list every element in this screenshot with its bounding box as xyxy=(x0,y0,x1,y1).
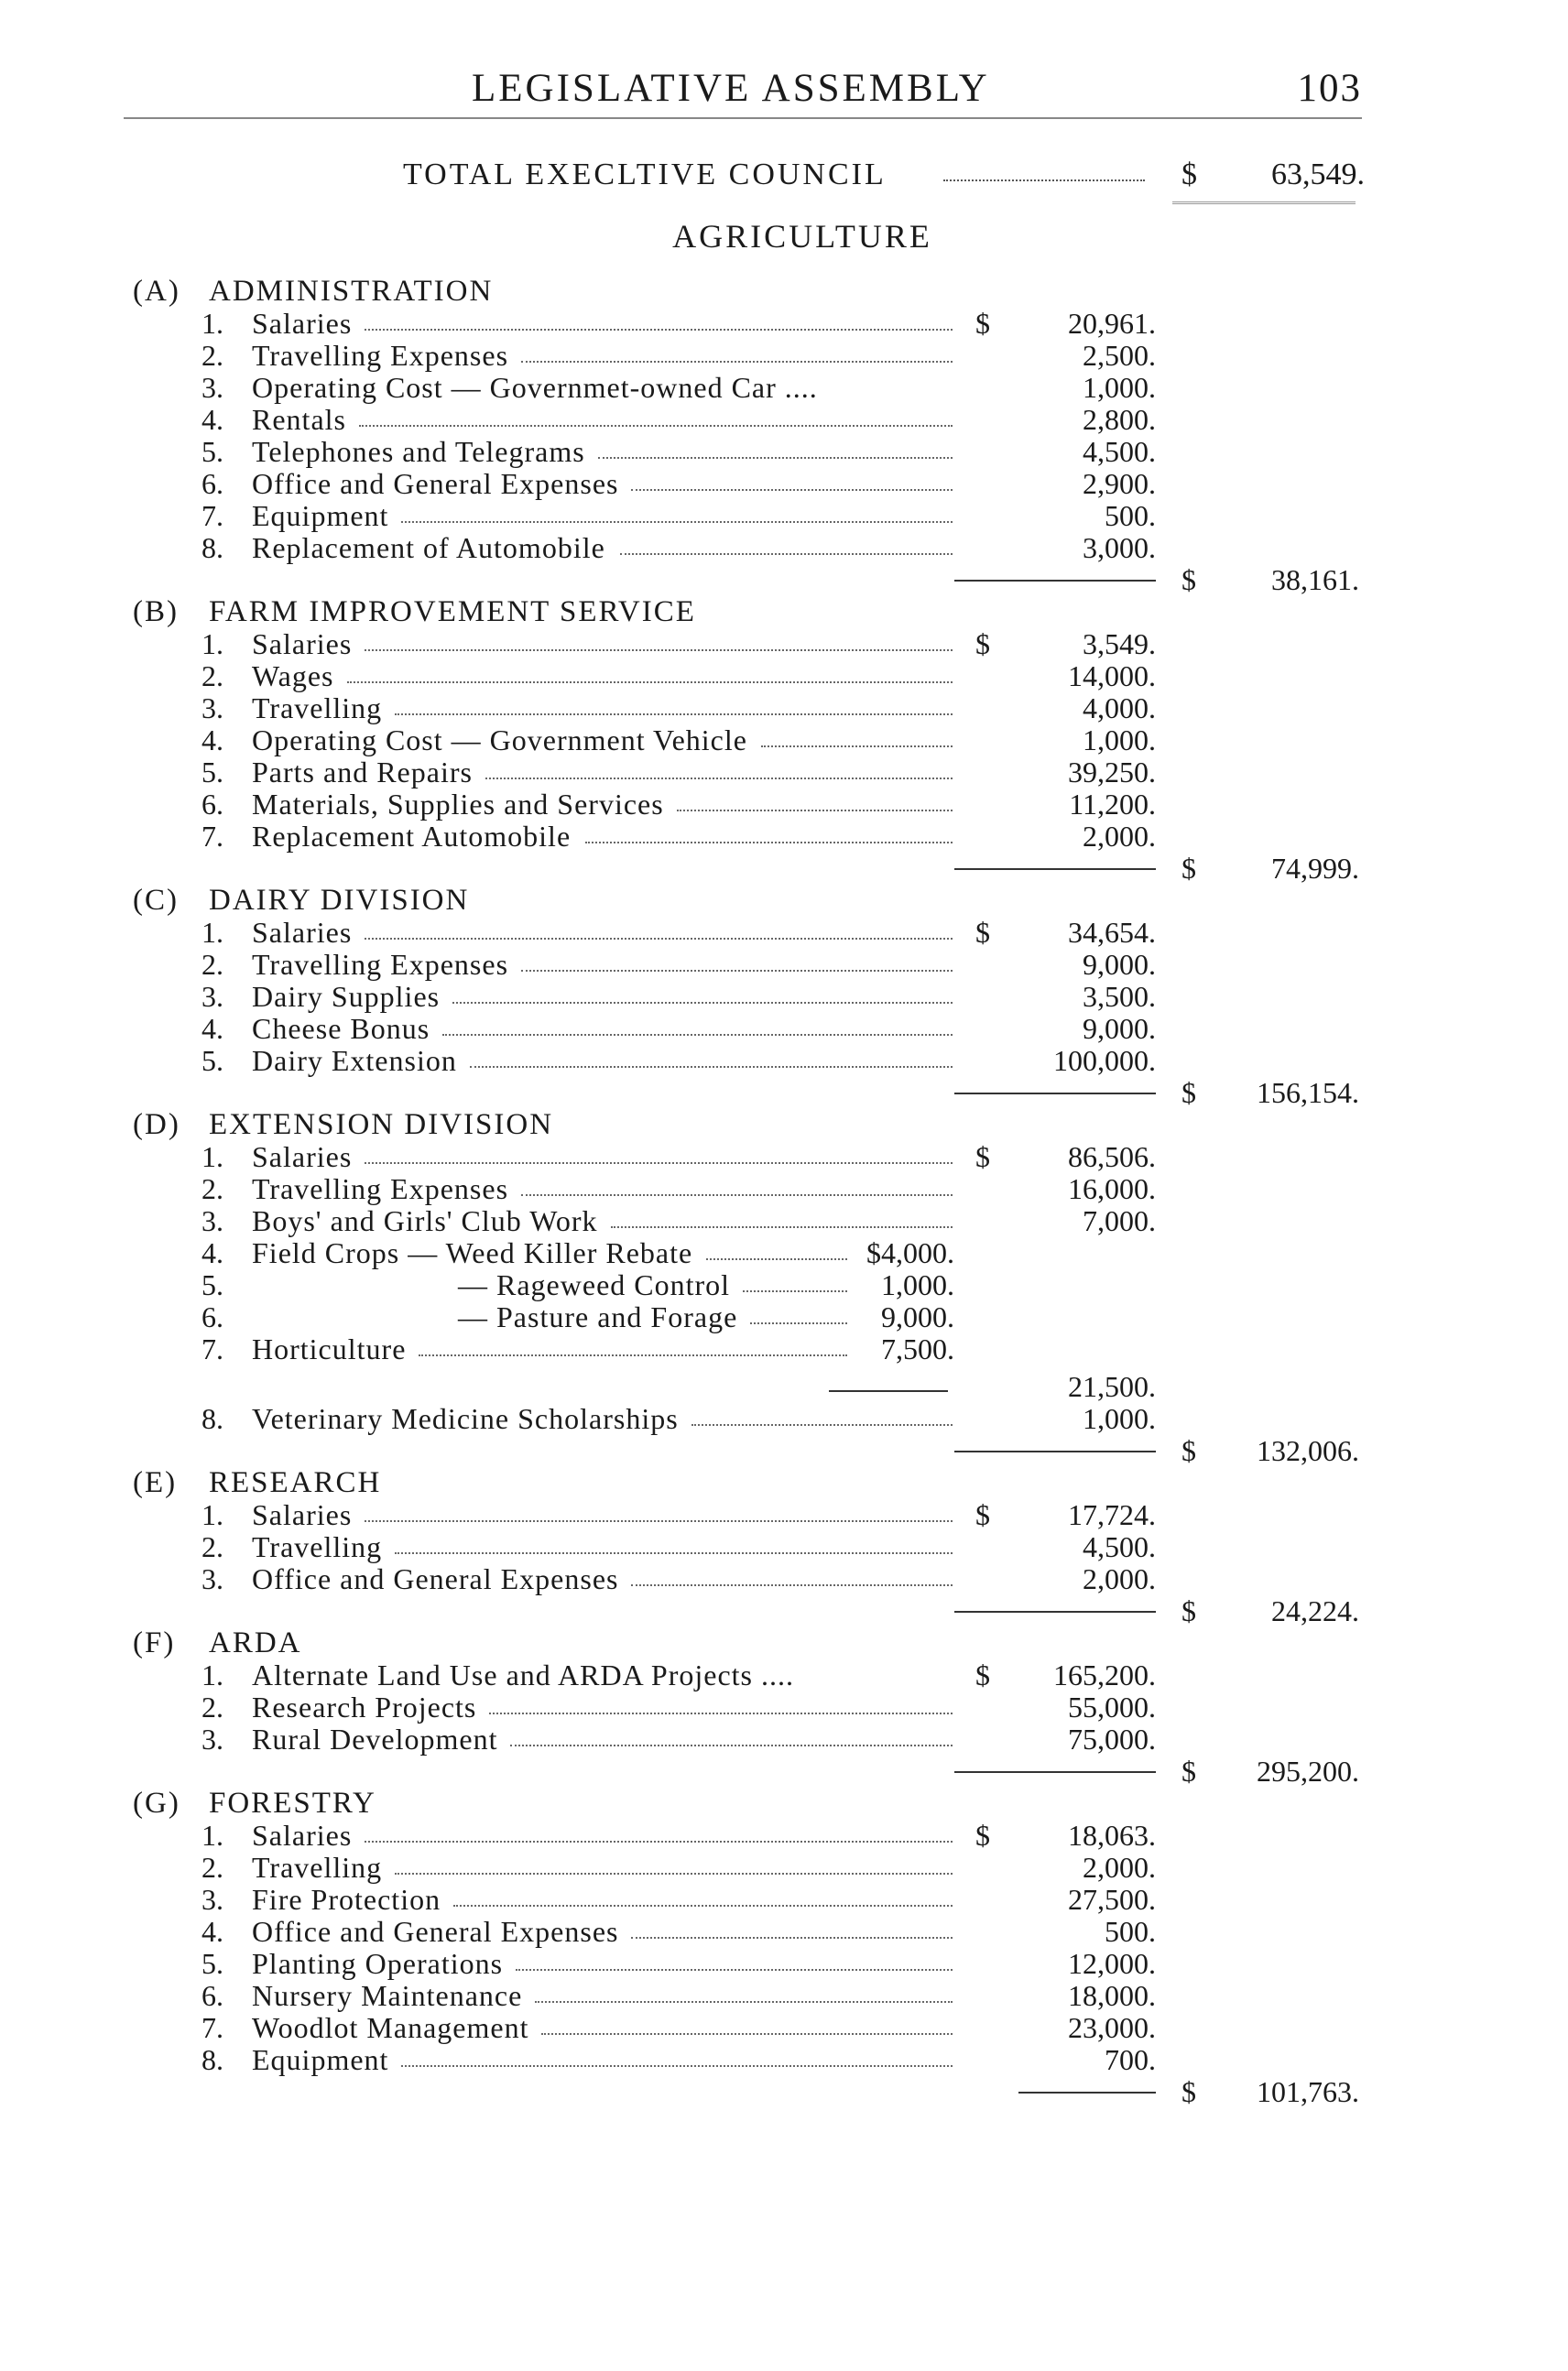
line-item xyxy=(0,1012,1568,1044)
group-letter: (G) xyxy=(133,1787,180,1820)
item-amount: 700. xyxy=(1105,2043,1156,2076)
item-label: Travelling Expenses xyxy=(252,339,509,372)
line-item xyxy=(0,1300,1568,1332)
line-item xyxy=(0,948,1568,980)
item-amount: 1,000. xyxy=(1083,1402,1156,1435)
item-label: Travelling Expenses xyxy=(252,948,509,981)
item-number: 5. xyxy=(201,1947,223,1980)
line-item xyxy=(0,723,1568,756)
item-number: 1. xyxy=(201,1140,223,1173)
item-label: Rural Development xyxy=(252,1723,498,1756)
dot-leader xyxy=(401,2065,953,2067)
item-label: Field Crops — Weed Killer Rebate xyxy=(252,1236,693,1269)
item-number: 7. xyxy=(201,1332,223,1365)
line-item xyxy=(0,1979,1568,2011)
line-item xyxy=(0,627,1568,659)
line-item xyxy=(0,1204,1568,1236)
item-label: Telephones and Telegrams xyxy=(252,435,585,468)
line-item xyxy=(0,1402,1568,1434)
budget-group xyxy=(0,1466,1568,1626)
item-label: Planting Operations xyxy=(252,1947,504,1980)
item-amount: 14,000. xyxy=(1068,659,1156,692)
line-item xyxy=(0,371,1568,403)
item-number: 4. xyxy=(201,1915,223,1948)
item-number: 6. xyxy=(201,788,223,821)
item-number: 4. xyxy=(201,403,223,436)
inner-amount: 7,500. xyxy=(881,1332,954,1365)
dot-leader xyxy=(365,1841,953,1843)
group-letter: (F) xyxy=(133,1626,176,1659)
group-letter: (B) xyxy=(133,595,179,628)
dot-leader xyxy=(706,1258,847,1260)
dot-leader xyxy=(359,425,953,427)
dot-leader xyxy=(585,842,953,843)
line-item xyxy=(0,2043,1568,2075)
item-number: 4. xyxy=(201,1236,223,1269)
line-item xyxy=(0,435,1568,467)
item-amount: 23,000. xyxy=(1068,2011,1156,2044)
line-item xyxy=(0,1883,1568,1915)
subtotal-currency: $ xyxy=(1181,1755,1196,1788)
item-amount: 2,000. xyxy=(1083,1851,1156,1884)
item-label: Equipment xyxy=(252,499,389,532)
dot-leader xyxy=(631,1584,953,1586)
line-item xyxy=(0,756,1568,788)
group-subtotal xyxy=(0,852,1568,884)
item-label: Replacement of Automobile xyxy=(252,531,605,564)
line-item xyxy=(0,1140,1568,1172)
line-item xyxy=(0,1691,1568,1723)
group-title: FORESTRY xyxy=(209,1787,376,1820)
item-amount: 3,500. xyxy=(1083,980,1156,1013)
item-amount: 100,000. xyxy=(1053,1044,1156,1077)
dot-leader xyxy=(620,553,953,555)
item-label: Cheese Bonus xyxy=(252,1012,430,1045)
line-item xyxy=(0,1851,1568,1883)
item-label: Office and General Expenses xyxy=(252,1562,619,1595)
group-title: RESEARCH xyxy=(209,1466,382,1499)
group-subtotal xyxy=(0,563,1568,595)
total-rule xyxy=(1172,201,1356,204)
budget-group xyxy=(0,1108,1568,1466)
subtotal-rule xyxy=(954,1771,1156,1773)
item-currency: $ xyxy=(975,1819,990,1852)
item-label: Veterinary Medicine Scholarships xyxy=(252,1402,679,1435)
subtotal-amount: 24,224. xyxy=(1271,1594,1359,1627)
inner-amount: 1,000. xyxy=(881,1268,954,1301)
item-label: Research Projects xyxy=(252,1691,477,1724)
item-label: Travelling xyxy=(252,1530,383,1563)
item-number: 2. xyxy=(201,339,223,372)
line-item xyxy=(0,1562,1568,1594)
item-number: 1. xyxy=(201,1659,223,1691)
line-item xyxy=(0,1819,1568,1851)
subtotal-currency: $ xyxy=(1181,563,1196,596)
item-amount: 4,000. xyxy=(1083,691,1156,724)
item-amount: 2,000. xyxy=(1083,1562,1156,1595)
line-item xyxy=(0,691,1568,723)
line-item xyxy=(0,1236,1568,1268)
subtotal-amount: 38,161. xyxy=(1271,563,1359,596)
item-number: 8. xyxy=(201,531,223,564)
dot-leader xyxy=(611,1226,953,1228)
item-label: Nursery Maintenance xyxy=(252,1979,523,2012)
item-amount: 18,000. xyxy=(1068,1979,1156,2012)
item-label: Horticulture xyxy=(252,1332,407,1365)
total-amount: 63,549. xyxy=(1271,158,1365,191)
dot-leader xyxy=(365,1520,953,1522)
line-item xyxy=(0,980,1568,1012)
item-amount: 2,900. xyxy=(1083,467,1156,500)
subtotal-amount: 132,006. xyxy=(1257,1434,1359,1467)
budget-group xyxy=(0,595,1568,884)
dot-leader xyxy=(631,489,953,491)
item-number: 7. xyxy=(201,2011,223,2044)
subtotal-rule xyxy=(1018,2092,1156,2094)
item-label: Salaries xyxy=(252,1140,353,1173)
item-label: Operating Cost — Governmet-owned Car .... xyxy=(252,371,818,404)
item-label: Travelling Expenses xyxy=(252,1172,509,1205)
line-item xyxy=(0,467,1568,499)
line-item xyxy=(0,1530,1568,1562)
item-number: 1. xyxy=(201,1819,223,1852)
item-amount: 500. xyxy=(1105,499,1156,532)
group-title: ARDA xyxy=(209,1626,302,1659)
item-currency: $ xyxy=(975,307,990,340)
dot-leader xyxy=(743,1290,847,1292)
item-amount: 2,000. xyxy=(1083,820,1156,853)
item-amount: 9,000. xyxy=(1083,948,1156,981)
line-item xyxy=(0,1947,1568,1979)
group-heading xyxy=(0,275,1568,307)
item-currency: $ xyxy=(975,1498,990,1531)
dot-leader xyxy=(598,457,953,459)
budget-group xyxy=(0,884,1568,1108)
item-amount: 16,000. xyxy=(1068,1172,1156,1205)
item-amount: 34,654. xyxy=(1068,916,1156,949)
group-heading xyxy=(0,884,1568,916)
item-number: 1. xyxy=(201,307,223,340)
item-amount: 165,200. xyxy=(1053,1659,1156,1691)
item-amount: 17,724. xyxy=(1068,1498,1156,1531)
dot-leader xyxy=(365,649,953,651)
group-subtotal xyxy=(0,2075,1568,2107)
item-number: 1. xyxy=(201,627,223,660)
inner-amount: 9,000. xyxy=(881,1300,954,1333)
subtotal-currency: $ xyxy=(1181,1434,1196,1467)
dot-leader xyxy=(395,1552,953,1554)
line-item xyxy=(0,1268,1568,1300)
subtotal-rule xyxy=(954,580,1156,582)
item-label: Parts and Repairs xyxy=(252,756,473,789)
group-subtotal xyxy=(0,1755,1568,1787)
group-heading xyxy=(0,1466,1568,1498)
item-number: 8. xyxy=(201,2043,223,2076)
subtotal-amount: 156,154. xyxy=(1257,1076,1359,1109)
dot-leader xyxy=(510,1745,953,1746)
item-amount: 4,500. xyxy=(1083,1530,1156,1563)
line-item xyxy=(0,1659,1568,1691)
item-label: Dairy Extension xyxy=(252,1044,457,1077)
item-number: 6. xyxy=(201,1979,223,2012)
item-amount: 21,500. xyxy=(1068,1370,1156,1403)
item-amount: 55,000. xyxy=(1068,1691,1156,1724)
item-number: 5. xyxy=(201,1268,223,1301)
line-item xyxy=(0,1332,1568,1365)
item-number: 3. xyxy=(201,1562,223,1595)
dot-leader xyxy=(453,1905,953,1907)
inner-subtotal-rule xyxy=(829,1390,948,1392)
dot-leader xyxy=(541,2033,953,2035)
item-number: 3. xyxy=(201,980,223,1013)
subtotal-rule xyxy=(954,1093,1156,1094)
subtotal-currency: $ xyxy=(1181,1076,1196,1109)
budget-group xyxy=(0,275,1568,595)
item-number: 4. xyxy=(201,1012,223,1045)
item-label: Salaries xyxy=(252,1498,353,1531)
item-amount: 9,000. xyxy=(1083,1012,1156,1045)
line-item xyxy=(0,916,1568,948)
item-number: 2. xyxy=(201,1851,223,1884)
item-amount: 7,000. xyxy=(1083,1204,1156,1237)
item-label: Boys' and Girls' Club Work xyxy=(252,1204,598,1237)
subtotal-currency: $ xyxy=(1181,2075,1196,2108)
group-letter: (E) xyxy=(133,1466,178,1499)
group-title: ADMINISTRATION xyxy=(209,275,494,308)
line-item xyxy=(0,531,1568,563)
subtotal-rule xyxy=(954,1611,1156,1613)
dot-leader xyxy=(401,521,953,523)
item-amount: 86,506. xyxy=(1068,1140,1156,1173)
group-title: FARM IMPROVEMENT SERVICE xyxy=(209,595,696,628)
item-label: Alternate Land Use and ARDA Projects .... xyxy=(252,1659,794,1691)
dot-leader xyxy=(419,1354,847,1356)
page-number: 103 xyxy=(1297,67,1362,110)
item-number: 3. xyxy=(201,1204,223,1237)
item-number: 2. xyxy=(201,1172,223,1205)
item-label: Salaries xyxy=(252,1819,353,1852)
line-item xyxy=(0,499,1568,531)
subtotal-amount: 74,999. xyxy=(1271,852,1359,885)
item-label: — Pasture and Forage xyxy=(458,1300,738,1333)
subtotal-currency: $ xyxy=(1181,1594,1196,1627)
total-label: TOTAL EXECLTIVE COUNCIL xyxy=(403,158,887,191)
item-number: 4. xyxy=(201,723,223,756)
item-number: 3. xyxy=(201,1723,223,1756)
item-label: Materials, Supplies and Services xyxy=(252,788,664,821)
dot-leader xyxy=(516,1969,953,1971)
item-label: Salaries xyxy=(252,627,353,660)
item-label: Salaries xyxy=(252,307,353,340)
item-number: 1. xyxy=(201,916,223,949)
dot-leader xyxy=(395,1873,953,1875)
line-item xyxy=(0,1044,1568,1076)
item-number: 5. xyxy=(201,435,223,468)
item-number: 2. xyxy=(201,1530,223,1563)
item-amount: 11,200. xyxy=(1069,788,1156,821)
total-currency: $ xyxy=(1181,158,1197,191)
subtotal-amount: 101,763. xyxy=(1257,2075,1359,2108)
item-number: 2. xyxy=(201,948,223,981)
group-subtotal xyxy=(0,1076,1568,1108)
item-label: — Rageweed Control xyxy=(458,1268,731,1301)
group-heading xyxy=(0,1108,1568,1140)
item-label: Replacement Automobile xyxy=(252,820,572,853)
line-item xyxy=(0,1172,1568,1204)
subtotal-rule xyxy=(954,1451,1156,1452)
item-label: Equipment xyxy=(252,2043,389,2076)
line-item xyxy=(0,339,1568,371)
dot-leader xyxy=(761,745,953,747)
dot-leader xyxy=(452,1002,953,1004)
item-number: 5. xyxy=(201,756,223,789)
item-currency: $ xyxy=(975,627,990,660)
dot-leader xyxy=(395,713,953,715)
line-item xyxy=(0,659,1568,691)
item-currency: $ xyxy=(975,1659,990,1691)
item-number: 3. xyxy=(201,691,223,724)
subtotal-currency: $ xyxy=(1181,852,1196,885)
line-item xyxy=(0,403,1568,435)
line-item xyxy=(0,1915,1568,1947)
item-amount: 27,500. xyxy=(1068,1883,1156,1916)
item-label: Travelling xyxy=(252,1851,383,1884)
dot-leader xyxy=(521,970,953,972)
dot-leader xyxy=(535,2001,953,2003)
total-executive-council-row xyxy=(403,158,1365,198)
item-amount: 12,000. xyxy=(1068,1947,1156,1980)
budget-group xyxy=(0,1787,1568,2107)
item-number: 1. xyxy=(201,1498,223,1531)
item-amount: 4,500. xyxy=(1083,435,1156,468)
dot-leader xyxy=(470,1066,953,1068)
item-label: Office and General Expenses xyxy=(252,1915,619,1948)
group-subtotal xyxy=(0,1594,1568,1626)
item-number: 6. xyxy=(201,1300,223,1333)
dot-leader xyxy=(750,1322,847,1324)
item-number: 5. xyxy=(201,1044,223,1077)
item-number: 3. xyxy=(201,371,223,404)
budget-group xyxy=(0,1626,1568,1787)
dot-leader xyxy=(631,1937,953,1939)
dot-leader xyxy=(365,1162,953,1164)
item-currency: $ xyxy=(975,1140,990,1173)
group-title: EXTENSION DIVISION xyxy=(209,1108,554,1141)
group-heading xyxy=(0,1787,1568,1819)
dot-leader xyxy=(347,681,953,683)
header-title: LEGISLATIVE ASSEMBLY xyxy=(472,67,990,110)
line-item xyxy=(0,1723,1568,1755)
group-heading xyxy=(0,1626,1568,1659)
dot-leader xyxy=(489,1713,953,1714)
item-amount: 18,063. xyxy=(1068,1819,1156,1852)
dot-leader xyxy=(442,1034,953,1036)
item-label: Travelling xyxy=(252,691,383,724)
item-amount: 3,000. xyxy=(1083,531,1156,564)
dot-leader xyxy=(521,1194,953,1196)
item-label: Fire Protection xyxy=(252,1883,441,1916)
item-label: Dairy Supplies xyxy=(252,980,441,1013)
line-item xyxy=(0,1370,1568,1402)
item-amount: 500. xyxy=(1105,1915,1156,1948)
item-label: Woodlot Management xyxy=(252,2011,529,2044)
item-label: Operating Cost — Government Vehicle xyxy=(252,723,747,756)
line-item xyxy=(0,788,1568,820)
group-letter: (C) xyxy=(133,884,179,917)
section-title: AGRICULTURE xyxy=(672,218,932,255)
group-letter: (A) xyxy=(133,275,180,308)
item-number: 6. xyxy=(201,467,223,500)
header-rule xyxy=(124,117,1362,119)
dot-leader xyxy=(365,329,953,331)
item-number: 7. xyxy=(201,499,223,532)
subtotal-amount: 295,200. xyxy=(1257,1755,1359,1788)
group-subtotal xyxy=(0,1434,1568,1466)
item-number: 2. xyxy=(201,659,223,692)
dot-leader xyxy=(365,938,953,940)
item-amount: 3,549. xyxy=(1083,627,1156,660)
inner-amount: $4,000. xyxy=(866,1236,954,1269)
line-item xyxy=(0,820,1568,852)
group-letter: (D) xyxy=(133,1108,180,1141)
item-label: Salaries xyxy=(252,916,353,949)
item-amount: 39,250. xyxy=(1068,756,1156,789)
subtotal-rule xyxy=(954,868,1156,870)
appropriation-groups xyxy=(0,275,1568,2107)
item-amount: 75,000. xyxy=(1068,1723,1156,1756)
dot-leader xyxy=(943,179,1145,181)
item-label: Wages xyxy=(252,659,334,692)
item-label: Office and General Expenses xyxy=(252,467,619,500)
line-item xyxy=(0,2011,1568,2043)
dot-leader xyxy=(691,1424,953,1426)
item-amount: 20,961. xyxy=(1068,307,1156,340)
item-label: Rentals xyxy=(252,403,346,436)
page-header xyxy=(0,66,1568,121)
item-currency: $ xyxy=(975,916,990,949)
item-amount: 2,800. xyxy=(1083,403,1156,436)
line-item xyxy=(0,1498,1568,1530)
item-number: 7. xyxy=(201,820,223,853)
item-amount: 1,000. xyxy=(1083,371,1156,404)
item-amount: 1,000. xyxy=(1083,723,1156,756)
item-number: 3. xyxy=(201,1883,223,1916)
item-number: 8. xyxy=(201,1402,223,1435)
dot-leader xyxy=(485,778,953,779)
dot-leader xyxy=(521,361,953,363)
dot-leader xyxy=(677,810,953,811)
item-number: 2. xyxy=(201,1691,223,1724)
group-title: DAIRY DIVISION xyxy=(209,884,470,917)
item-amount: 2,500. xyxy=(1083,339,1156,372)
line-item xyxy=(0,307,1568,339)
group-heading xyxy=(0,595,1568,627)
